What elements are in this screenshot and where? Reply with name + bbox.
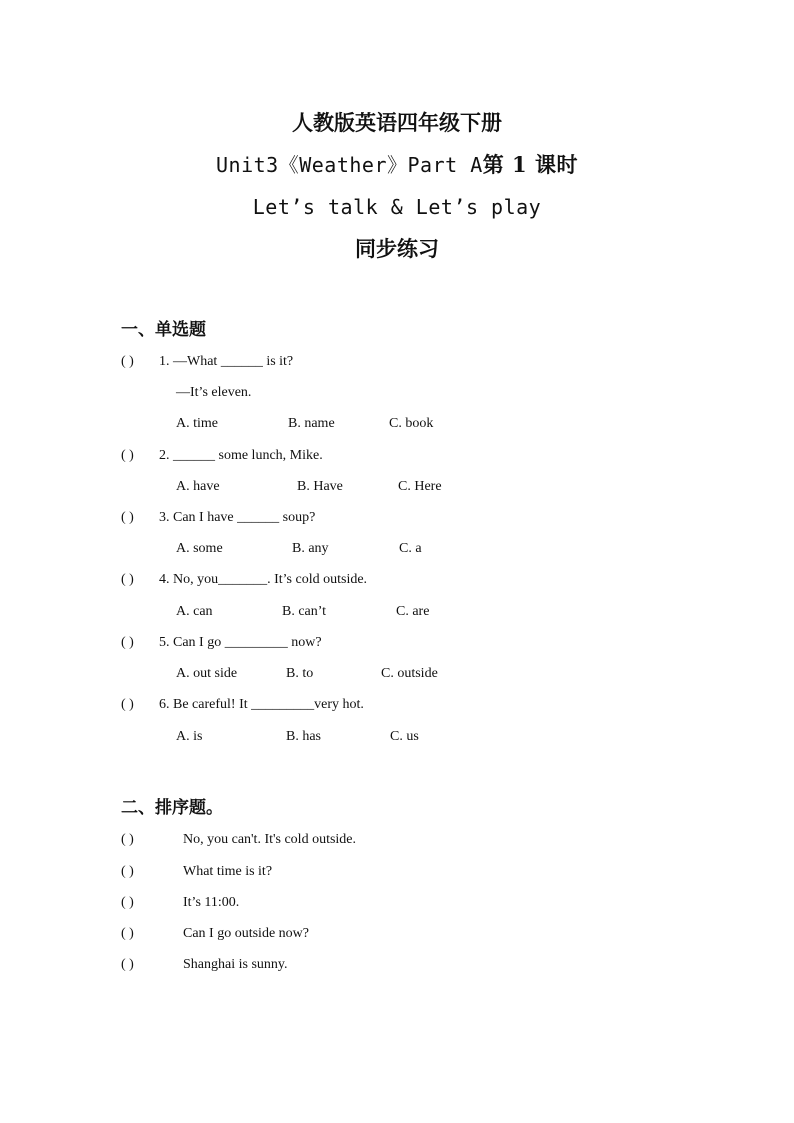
option-b: B. name: [288, 416, 335, 431]
option-a: A. some: [176, 541, 223, 556]
question-5: [121, 635, 322, 651]
option-c: C. are: [396, 604, 430, 619]
sort-item-text: Shanghai is sunny.: [183, 957, 288, 972]
answer-blank[interactable]: ( ): [121, 448, 134, 463]
question-2: [121, 448, 323, 464]
option-b: B. any: [292, 541, 329, 556]
question-1: [121, 354, 293, 370]
question-stem: 1. —What ______ is it?: [159, 354, 294, 369]
order-blank[interactable]: ( ): [121, 957, 134, 972]
option-b: B. has: [286, 729, 321, 744]
sort-item-text: No, you can't. It's cold outside.: [183, 832, 357, 847]
sort-item-text: Can I go outside now?: [183, 926, 309, 941]
question-stem: 4. No, you_______. It’s cold outside.: [159, 572, 368, 587]
order-blank[interactable]: ( ): [121, 832, 134, 847]
option-a: A. can: [176, 604, 213, 619]
sort-item-text: What time is it?: [183, 864, 273, 879]
title-block: [0, 102, 794, 270]
option-c: C. book: [389, 416, 434, 431]
option-a: A. is: [176, 729, 203, 744]
question-stem: 2. ______ some lunch, Mike.: [159, 448, 323, 463]
title-line-1: 人教版英语四年级下册: [292, 111, 502, 135]
option-c: C. outside: [381, 666, 438, 681]
sort-item: [121, 957, 287, 973]
title-line-3: Let’s talk & Let’s play: [252, 195, 542, 219]
question-stem: 5. Can I go _________ now?: [159, 635, 322, 650]
option-b: B. to: [286, 666, 314, 681]
order-blank[interactable]: ( ): [121, 864, 134, 879]
option-a: A. have: [176, 479, 220, 494]
answer-blank[interactable]: ( ): [121, 354, 134, 369]
answer-blank[interactable]: ( ): [121, 697, 134, 712]
option-a: A. out side: [176, 666, 238, 681]
sort-item-text: It’s 11:00.: [183, 895, 240, 910]
option-c: C. a: [399, 541, 422, 556]
order-blank[interactable]: ( ): [121, 926, 134, 941]
option-c: C. Here: [398, 479, 442, 494]
question-4: [121, 572, 367, 588]
question-stem: 6. Be careful! It _________very hot.: [159, 697, 364, 712]
question-stem: 3. Can I have ______ soup?: [159, 510, 316, 525]
sort-item: [121, 832, 356, 848]
option-c: C. us: [390, 729, 419, 744]
option-b: B. Have: [297, 479, 343, 494]
sort-item: [121, 926, 309, 942]
answer-blank[interactable]: ( ): [121, 635, 134, 650]
title-line-2: [0, 144, 794, 186]
answer-blank[interactable]: ( ): [121, 510, 134, 525]
order-blank[interactable]: ( ): [121, 895, 134, 910]
question-6: [121, 697, 364, 713]
section-2-title: 二、排序题。: [121, 798, 223, 818]
answer-blank[interactable]: ( ): [121, 572, 134, 587]
section-1-title: 一、单选题: [121, 320, 206, 340]
option-b: B. can’t: [282, 604, 327, 619]
option-a: A. time: [176, 416, 218, 431]
title-line-2-unit: Unit3《Weather》Part A: [216, 153, 483, 177]
title-line-4: 同步练习: [355, 237, 439, 261]
sort-item: [121, 864, 272, 880]
question-1-answer-line: —It’s eleven.: [176, 385, 252, 400]
title-line-2-lesson: 第 1 课时: [482, 152, 578, 177]
sort-item: [121, 895, 239, 911]
question-3: [121, 510, 315, 526]
